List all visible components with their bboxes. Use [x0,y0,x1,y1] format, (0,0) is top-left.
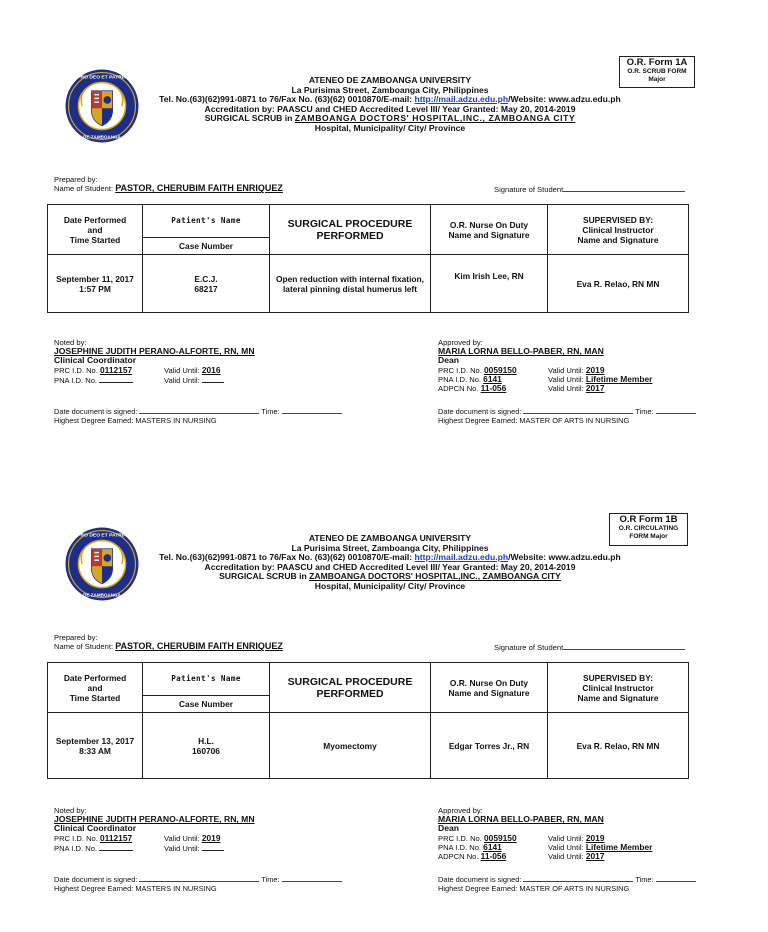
prepared-by-label: Prepared by: [54,175,98,184]
approved-by-label: Approved by: [438,806,483,815]
email-link[interactable]: http://mail.adzu.edu.ph [414,94,509,104]
dean-adpcn: 11-056 [480,851,507,862]
student-name: PASTOR, CHERUBIM FAITH ENRIQUEZ [115,183,283,193]
coordinator-pna-blank [99,375,133,383]
header-case-number: Case Number [143,696,270,713]
student-signature-label: Signature of Student [494,185,564,194]
date-signed-line [139,407,259,414]
website: /Website: www.adzu.edu.ph [508,94,621,104]
header-nurse: O.R. Nurse On Duty Name and Signature [431,205,548,255]
table-row [48,713,689,779]
university-address: La Purisima Street, Zamboanga City, Philippines [291,542,489,553]
header-patient-name: Patient's Name [143,205,270,238]
cell-patient: E.C.J. 68217 [143,255,270,313]
header-nurse: O.R. Nurse On Duty Name and Signature [431,663,548,713]
website: /Website: www.adzu.edu.ph [508,552,621,562]
cell-nurse: Kim Irish Lee, RN [431,255,548,313]
form-or-1b [0,458,768,924]
hospital-caption: Hospital, Municipality/ City/ Province [314,122,466,133]
student-signature [494,185,685,194]
coordinator-prc: 0112157 [100,364,133,375]
student-name: PASTOR, CHERUBIM FAITH ENRIQUEZ [115,641,283,651]
scrub-prefix: SURGICAL SCRUB in [204,113,295,123]
coordinator-role: Clinical Coordinator [54,823,137,834]
time-line [282,407,342,414]
form-code-sub1: O.R. SCRUB FORM [627,68,687,75]
approved-by-label: Approved by: [438,338,483,347]
university-name: ATENEO DE ZAMBOANGA UNIVERSITY [308,75,472,85]
header-supervisor: SUPERVISED BY: Clinical Instructor Name and Signature [548,663,689,713]
svg-text:PRO DEO ET PATRIA: PRO DEO ET PATRIA [77,533,127,539]
coordinator-name: JOSEPHINE JUDITH PERANO-ALFORTE, RN, MN [54,346,255,357]
dean-name: MARIA LORNA BELLO-PABER, RN, MAN [438,346,604,357]
form-code-title: O.R Form 1B [619,514,678,525]
student-signature-line [563,185,685,192]
accreditation: Accreditation by: PAASCU and CHED Accredited Level III/ Year Granted: May 20, 2014-2019 [204,561,576,572]
prepared-by-label: Prepared by: [54,633,98,642]
dean-prc: 0059150 [484,832,517,843]
tel-fax: Tel. No.(63)(62)991-0871 to 76/Fax No. (63)(62) 0010870/E-mail: [159,552,415,562]
university-seal-logo [64,526,140,602]
dean-adpcn-valid: 2017 [585,851,605,862]
noted-footer: Date document is signed: Time: Highest Degree Earned: MASTERS IN NURSING [54,407,342,426]
student-name-label: Name of Student: [54,184,116,193]
cell-date: September 13, 2017 8:33 AM [48,713,143,779]
email-link[interactable]: http://mail.adzu.edu.ph [414,552,509,562]
dean-degree: Highest Degree Earned: MASTER OF ARTS IN NURSING [438,884,630,894]
dean-adpcn-valid: 2017 [585,383,605,394]
procedure-table [47,662,689,779]
noted-by-label: Noted by: [54,338,87,347]
svg-text:PRO DEO ET PATRIA: PRO DEO ET PATRIA [77,75,127,81]
noted-footer: Date document is signed: Time: Highest Degree Earned: MASTERS IN NURSING [54,875,342,894]
coordinator-name: JOSEPHINE JUDITH PERANO-ALFORTE, RN, MN [54,814,255,825]
dean-pna: 6141 [483,373,502,384]
svg-text:DE ZAMBOANGA: DE ZAMBOANGA [83,592,121,598]
cell-procedure: Myomectomy [270,713,431,779]
dean-name: MARIA LORNA BELLO-PABER, RN, MAN [438,814,604,825]
student-signature-line [563,643,685,650]
noted-by-block: Noted by: JOSEPHINE JUDITH PERANO-ALFORTE, RN, MN Clinical Coordinator PRC I.D. No. 0112157 Valid Until: 2019 PNA I.D. No. Valid Until: [54,806,384,853]
university-address: La Purisima Street, Zamboanga City, Philippines [291,84,489,95]
letterhead [130,76,650,133]
header-supervisor: SUPERVISED BY: Clinical Instructor Name and Signature [548,205,689,255]
header-procedure: SURGICAL PROCEDURE PERFORMED [270,205,431,255]
svg-text:DE ZAMBOANGA: DE ZAMBOANGA [83,134,121,140]
university-seal-logo [64,68,140,144]
cell-supervisor: Eva R. Relao, RN MN [548,713,689,779]
cell-date: September 11, 2017 1:57 PM [48,255,143,313]
accreditation: Accreditation by: PAASCU and CHED Accredited Level III/ Year Granted: May 20, 2014-2019 [204,103,576,114]
university-name: ATENEO DE ZAMBOANGA UNIVERSITY [308,533,472,543]
approved-by-block: Approved by: MARIA LORNA BELLO-PABER, RN, MAN Dean PRC I.D. No. 0059150 Valid Until: 2019 PNA I.D. No. 6141 Valid Until: Lifetime Member ADPCN No. 11-056 Valid Until: 2017 [438,338,738,393]
header-patient-name: Patient's Name [143,663,270,696]
header-procedure: SURGICAL PROCEDURE PERFORMED [270,663,431,713]
hospital-name: ZAMBOANGA DOCTORS' HOSPITAL,INC., ZAMBOANGA CITY [294,113,576,123]
dean-role: Dean [438,355,460,366]
coordinator-prc-valid: 2019 [201,832,221,843]
dean-adpcn: 11-056 [480,383,507,394]
hospital-name: ZAMBOANGA DOCTORS' HOSPITAL,INC., ZAMBOANGA CITY [309,571,561,581]
dean-degree: Highest Degree Earned: MASTER OF ARTS IN NURSING [438,416,630,426]
dean-role: Dean [438,823,460,834]
coordinator-role: Clinical Coordinator [54,355,137,366]
student-signature [494,643,685,652]
dean-pna-valid: Lifetime Member [585,841,653,852]
hospital-caption: Hospital, Municipality/ City/ Province [314,580,466,591]
approved-footer: Date document is signed: Time: Highest Degree Earned: MASTER OF ARTS IN NURSING [438,407,696,426]
procedure-table [47,204,689,313]
form-code-sub2: Major [648,76,666,83]
form-code-title: O.R. Form 1A [626,57,688,68]
tel-fax: Tel. No.(63)(62)991-0871 to 76/Fax No. (63)(62) 0010870/E-mail: [159,94,415,104]
cell-nurse: Edgar Torres Jr., RN [431,713,548,779]
coordinator-prc: 0112157 [100,832,133,843]
cell-patient: H.L. 160706 [143,713,270,779]
cell-supervisor: Eva R. Relao, RN MN [548,255,689,313]
student-name-label: Name of Student: [54,642,116,651]
approved-footer: Date document is signed: Time: Highest Degree Earned: MASTER OF ARTS IN NURSING [438,875,696,894]
table-row [48,255,689,313]
dean-prc-valid: 2019 [585,832,605,843]
student-signature-label: Signature of Student [494,643,564,652]
header-case-number: Case Number [143,238,270,255]
noted-by-block: Noted by: JOSEPHINE JUDITH PERANO-ALFORTE, RN, MN Clinical Coordinator PRC I.D. No. 0112157 Valid Until: 2016 PNA I.D. No. Valid Until: [54,338,384,385]
dean-prc: 0059150 [484,364,517,375]
cell-procedure: Open reduction with internal fixation, lateral pinning distal humerus left [270,255,431,313]
form-code-sub2: FORM Major [629,533,668,540]
coordinator-prc-valid: 2016 [201,364,221,375]
coordinator-degree: Highest Degree Earned: MASTERS IN NURSING [54,416,217,426]
form-code-sub1: O.R. CIRCULATING [618,525,679,532]
coordinator-degree: Highest Degree Earned: MASTERS IN NURSING [54,884,217,894]
header-date: Date Performed and Time Started [48,205,143,255]
approved-by-block: Approved by: MARIA LORNA BELLO-PABER, RN, MAN Dean PRC I.D. No. 0059150 Valid Until: 2019 PNA I.D. No. 6141 Valid Until: Lifetime Member ADPCN No. 11-056 Valid Until: 2017 [438,806,738,861]
letterhead [130,534,650,591]
prepared-by-block [54,175,283,193]
noted-by-label: Noted by: [54,806,87,815]
dean-pna-valid: Lifetime Member [585,373,653,384]
scrub-prefix: SURGICAL SCRUB in [219,571,310,581]
dean-prc-valid: 2019 [585,364,605,375]
prepared-by-block [54,633,283,651]
header-date: Date Performed and Time Started [48,663,143,713]
dean-pna: 6141 [483,841,502,852]
